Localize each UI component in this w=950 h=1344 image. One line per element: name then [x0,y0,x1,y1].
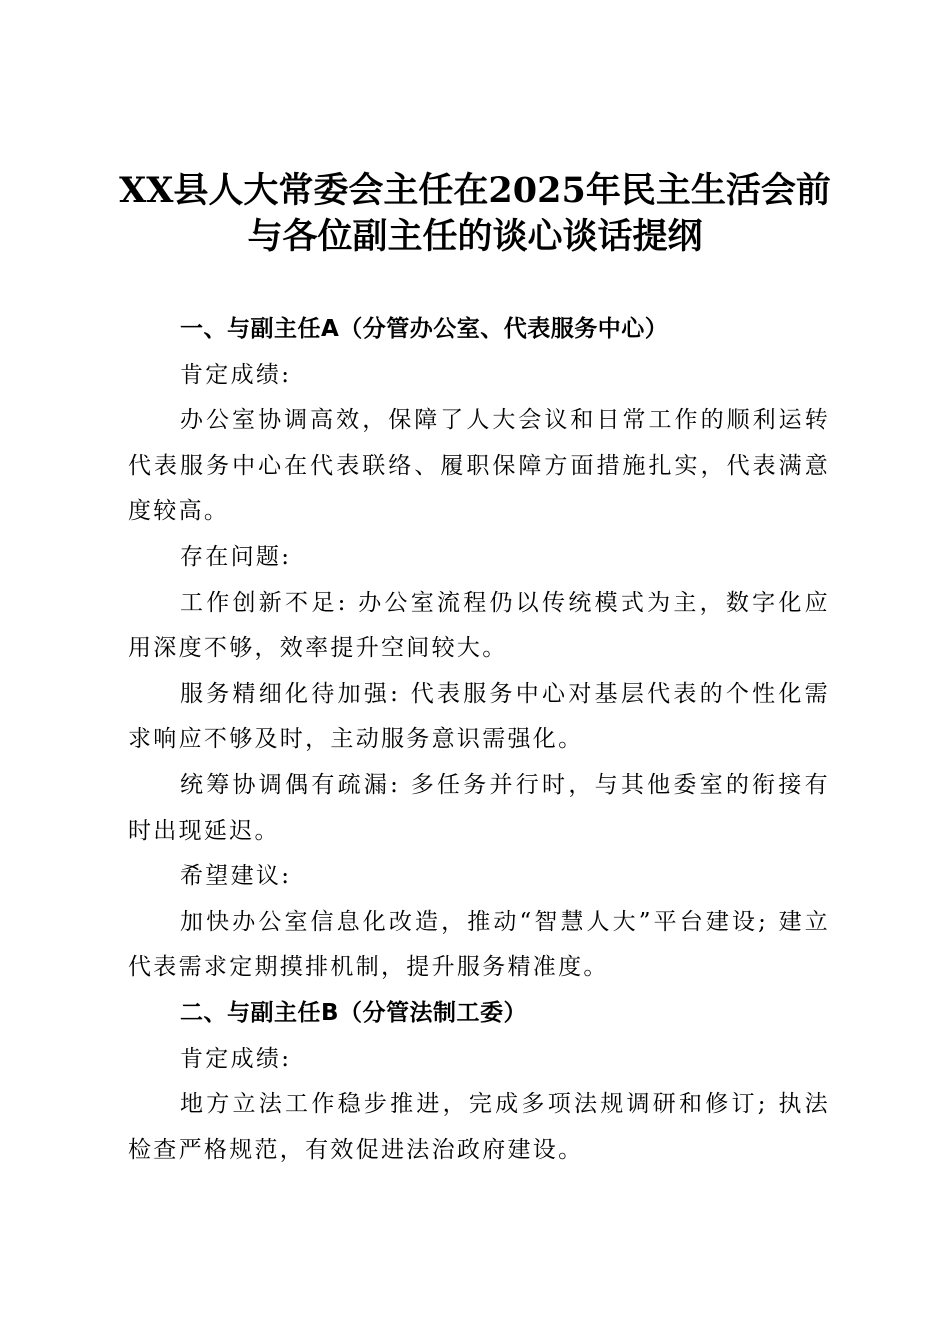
document-body [128,307,830,1173]
section-a-problem-3: 统筹协调偶有疏漏: 多任务并行时，与其他委室的衔接有时出现延迟。 [128,771,830,844]
section-a-suggestions-text: 加快办公室信息化改造，推动“智慧人大”平台建设; 建立代表需求定期摸排机制，提升服务精准度。 [128,908,830,981]
document-title-line-2: 与各位副主任的谈心谈话提纲 [247,216,703,257]
section-a-suggestions-label: 希望建议: [180,863,292,890]
section-a-problem-2: 服务精细化待加强: 代表服务中心对基层代表的个性化需求响应不够及时，主动服务意识需强化。 [128,680,830,753]
section-a-achievements-label: 肯定成绩: [180,361,292,388]
section-a-heading: 一、与副主任A（分管办公室、代表服务中心） [180,316,669,342]
section-a-achievements-text: 办公室协调高效，保障了人大会议和日常工作的顺利运转代表服务中心在代表联络、履职保障方面措施扎实，代表满意度较高。 [128,407,830,525]
section-b-heading: 二、与副主任B（分管法制工委） [180,999,528,1026]
section-b-achievements-text: 地方立法工作稳步推进，完成多项法规调研和修订; 执法检查严格规范，有效促进法治政府建设。 [128,1091,830,1163]
document-title [100,168,850,260]
section-b-achievements-label: 肯定成绩: [180,1045,292,1072]
section-a-problems-label: 存在问题: [180,543,292,570]
section-a-problem-1: 工作创新不足: 办公室流程仍以传统模式为主，数字化应用深度不够，效率提升空间较大。 [128,589,830,662]
document-title-line-1: XX县人大常委会主任在2025年民主生活会前 [119,170,831,211]
